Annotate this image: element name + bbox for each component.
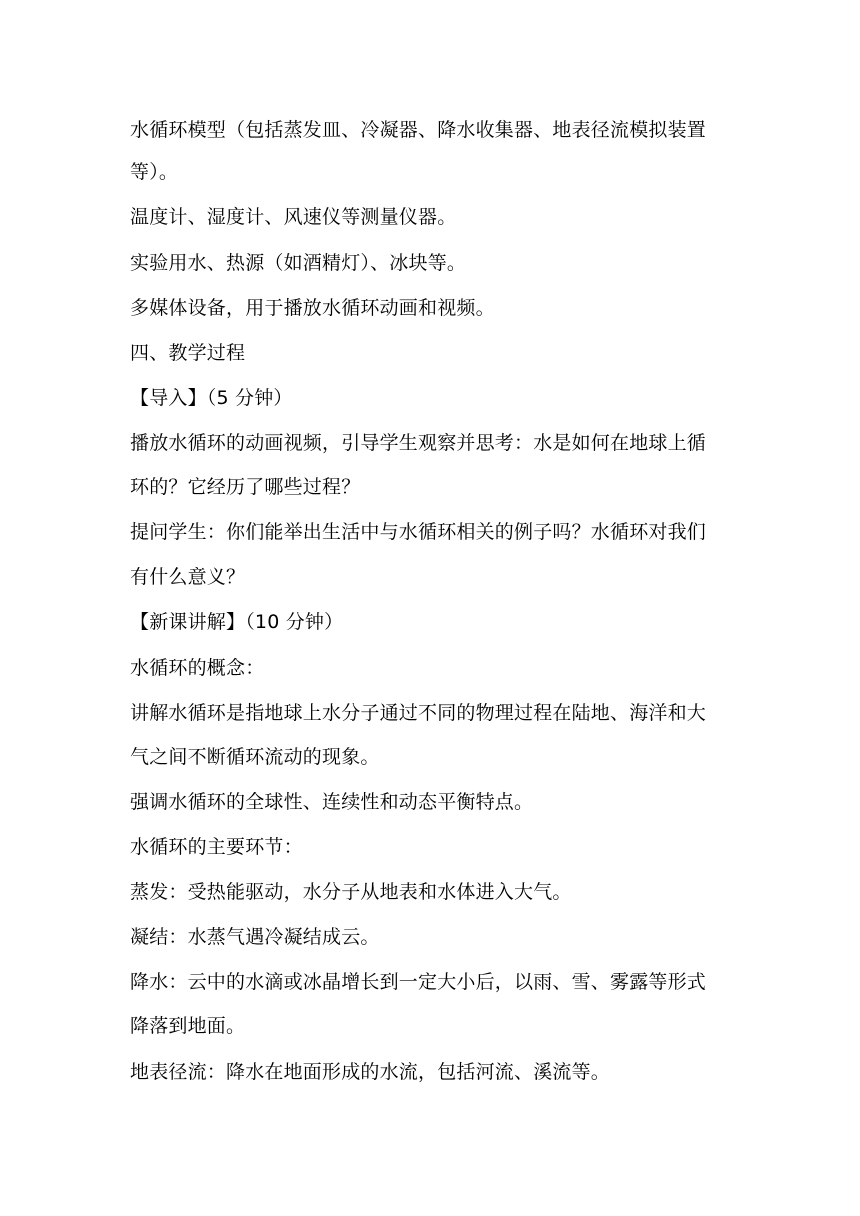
- section-heading: 四、教学过程: [130, 342, 246, 364]
- text-line: 降落到地面。: [130, 1015, 246, 1037]
- text-line: 环的？它经历了哪些过程？: [130, 476, 361, 498]
- text-line: 实验用水、热源（如酒精灯）、冰块等。: [130, 252, 467, 274]
- text-line: 讲解水循环是指地球上水分子通过不同的物理过程在陆地、海洋和大: [130, 702, 707, 724]
- text-line: 有什么意义？: [130, 566, 246, 588]
- text-line: 水循环模型（包括蒸发皿、冷凝器、降水收集器、地表径流模拟装置: [130, 119, 707, 141]
- text-line: 凝结：水蒸气遇冷凝结成云。: [130, 926, 380, 948]
- subsection-heading: 【导入】（5 分钟）: [130, 387, 293, 409]
- text-line: 播放水循环的动画视频，引导学生观察并思考：水是如何在地球上循: [130, 432, 707, 454]
- text-line: 等）。: [130, 161, 179, 183]
- text-line: 蒸发：受热能驱动，水分子从地表和水体进入大气。: [130, 881, 572, 903]
- text-line: 地表径流：降水在地面形成的水流，包括河流、溪流等。: [130, 1061, 611, 1083]
- text-line: 水循环的主要环节：: [130, 836, 303, 858]
- text-line: 多媒体设备，用于播放水循环动画和视频。: [130, 297, 495, 319]
- text-line: 降水：云中的水滴或冰晶增长到一定大小后，以雨、雪、雾露等形式: [130, 971, 707, 993]
- text-line: 提问学生：你们能举出生活中与水循环相关的例子吗？水循环对我们: [130, 521, 707, 543]
- subsection-heading: 【新课讲解】（10 分钟）: [130, 611, 344, 633]
- text-line: 气之间不断循环流动的现象。: [130, 746, 380, 768]
- text-line: 水循环的概念：: [130, 657, 265, 679]
- text-line: 强调水循环的全球性、连续性和动态平衡特点。: [130, 791, 534, 813]
- text-line: 温度计、湿度计、风速仪等测量仪器。: [130, 206, 457, 228]
